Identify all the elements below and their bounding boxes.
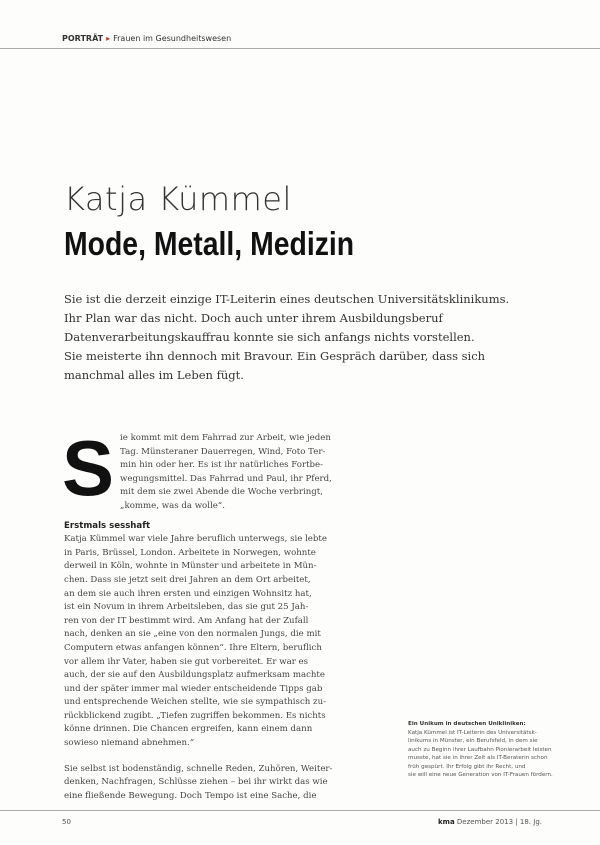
- lead-line: Datenverarbeitungskauffrau konnte sie sich anfangs nichts vorstellen.: [64, 330, 475, 344]
- body-line: rückblickend zugibt. „Tiefen zugriffen bekommen. Es nichts: [64, 710, 326, 721]
- body-line: könne drinnen. Die Chancen ergreifen, kann einem dann: [64, 724, 313, 735]
- body-paragraph-2: [64, 763, 333, 804]
- body-column: [62, 424, 333, 803]
- caption-line: Katja Kümmel ist IT-Leiterin des Universitätsk-: [408, 729, 537, 736]
- intro-line: Tag. Münsteraner Dauerregen, Wind, Foto Ter-: [120, 446, 326, 457]
- caption-line: früh gespürt. Ihr Erfolg gibt ihr Recht, und: [408, 763, 526, 770]
- photo-caption: [408, 720, 588, 780]
- article-title: Mode, Metall, Medizin: [64, 225, 355, 262]
- body-line: sowieso niemand abnehmen.“: [64, 738, 195, 749]
- subsection-label: Frauen im Gesundheitswesen: [113, 34, 232, 43]
- issue-label: Dezember 2013 | 18. Jg.: [456, 818, 542, 826]
- body-line: derweil in Köln, wohnte in Münster und arbeitete in Mün-: [64, 561, 317, 572]
- body-line: chen. Dass sie jetzt seit drei Jahren an dem Ort arbeitet,: [64, 574, 311, 585]
- body-line: an dem sie auch ihren ersten und einzigen Wohnsitz hat,: [64, 588, 312, 599]
- body-line: und der später immer mal wieder entscheidende Tipps gab: [64, 683, 323, 694]
- body-line: in Paris, Brüssel, London. Arbeitete in Norwegen, wohnte: [64, 547, 316, 558]
- person-name: Katja Kümmel: [64, 180, 292, 218]
- body-line: denken, Nachfragen, Schlüsse ziehen – bei ihr wirkt das wie: [64, 777, 328, 788]
- intro-line: ie kommt mit dem Fahrrad zur Arbeit, wie jeden: [120, 433, 331, 443]
- body-line: und entsprechende Weichen stellte, wie sie sympathisch zu-: [64, 697, 327, 708]
- drop-cap: S: [62, 424, 115, 512]
- caption-line: auch zu Beginn ihrer Laufbahn Pionierarbeit leisten: [408, 746, 552, 753]
- body-line: eine fließende Bewegung. Doch Tempo ist eine Sache, die: [64, 790, 317, 801]
- intro-line: min hin oder her. Es ist ihr natürliches Fortbe-: [120, 460, 324, 471]
- magazine-name: kma: [438, 818, 455, 826]
- footer-issue: [438, 818, 542, 826]
- arrow-right-icon: ▸: [106, 34, 111, 43]
- header-rule: [0, 48, 600, 49]
- caption-line: sie will eine neue Generation von IT-Frauen fördern.: [408, 772, 553, 778]
- body-line: ren von der IT bestimmt wird. Am Anfang hat der Zufall: [64, 615, 309, 626]
- lead-line: Ihr Plan war das nicht. Doch auch unter ihrem Ausbildungsberuf: [64, 311, 443, 325]
- page-number: 50: [62, 818, 71, 826]
- subheading: Erstmals sesshaft: [64, 520, 151, 531]
- lead-line: Sie meisterte ihn dennoch mit Bravour. Ein Gespräch darüber, dass sich: [64, 349, 486, 363]
- intro-line: wegungsmittel. Das Fahrrad und Paul, ihr Pferd,: [120, 473, 332, 484]
- caption-line: musste, hat sie in ihrer Zeit als IT-Beraterin schon: [408, 755, 548, 761]
- body-line: Computern etwas anfangen können“. Ihre Eltern, beruflich: [64, 642, 322, 653]
- body-line: auch, der sie auf den Ausbildungsplatz aufmerksam machte: [64, 670, 325, 681]
- intro-line: „komme, was da wolle“.: [120, 500, 225, 511]
- intro-line: mit dem sie zwei Abende die Woche verbringt,: [120, 487, 323, 498]
- body-paragraph: [64, 533, 327, 751]
- body-line: vor allem ihr Vater, haben sie gut vorbereitet. Er war es: [64, 656, 309, 667]
- footer-rule: [0, 810, 600, 811]
- caption-title: Ein Unikum in deutschen Unikliniken:: [408, 721, 526, 727]
- body-line: Katja Kümmel war viele Jahre beruflich unterwegs, sie lebte: [64, 534, 327, 545]
- section-header: [62, 34, 231, 43]
- caption-line: linikums in Münster, ein Berufsfeld, in dem sie: [408, 738, 538, 744]
- body-line: Sie selbst ist bodenständig, schnelle Reden, Zuhören, Weiter-: [64, 763, 333, 774]
- lead-line: manchmal alles im Leben fügt.: [64, 368, 244, 382]
- body-line: ist ein Novum in ihrem Arbeitsleben, das sie gut 25 Jah-: [64, 602, 309, 613]
- section-label: PORTRÄT: [62, 34, 104, 43]
- lead-line: Sie ist die derzeit einzige IT-Leiterin eines deutschen Universitätsklinikums.: [64, 292, 510, 306]
- lead-paragraph: [64, 290, 510, 385]
- body-line: nach, denken an sie „eine von den normalen Jungs, die mit: [64, 629, 321, 640]
